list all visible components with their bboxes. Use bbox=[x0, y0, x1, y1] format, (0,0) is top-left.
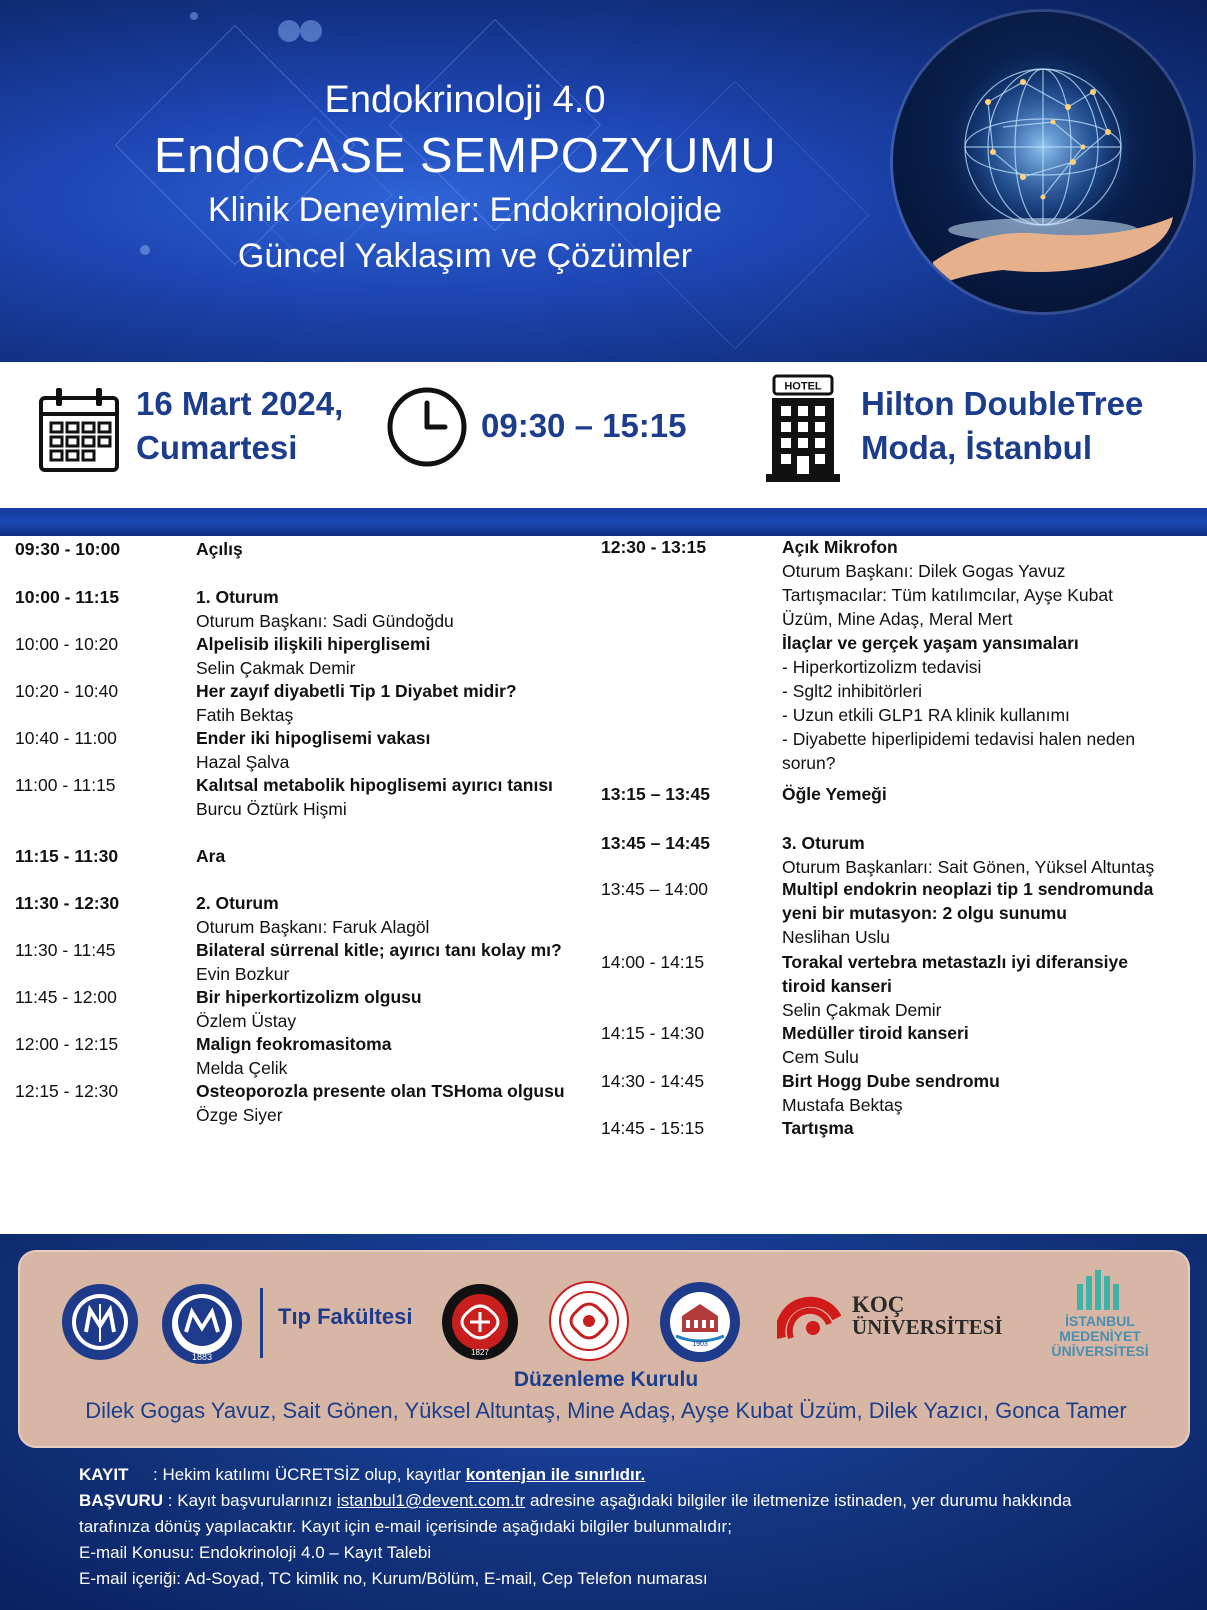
hotel-icon bbox=[764, 374, 842, 491]
session-title: Ara bbox=[196, 846, 226, 866]
session-speaker: Burcu Öztürk Hişmi bbox=[196, 799, 347, 819]
email-content-line: E-mail içeriği: Ad-Soyad, TC kimlik no, Kurum/Bölüm, E-mail, Cep Telefon numarası bbox=[79, 1569, 708, 1588]
koc-universitesi-logo bbox=[852, 1294, 1003, 1338]
session-details bbox=[196, 1079, 576, 1127]
decor-dot bbox=[278, 20, 300, 42]
kayit-label: KAYIT bbox=[79, 1465, 129, 1484]
session-time: 14:30 - 14:45 bbox=[601, 1071, 705, 1091]
session-time: 10:20 - 10:40 bbox=[15, 681, 119, 701]
session-time: 14:00 - 14:15 bbox=[601, 952, 705, 972]
session-speaker: Cem Sulu bbox=[782, 1047, 859, 1067]
session-time: 12:00 - 12:15 bbox=[15, 1034, 119, 1054]
event-subtitle-line1: Klinik Deneyimler: Endokrinolojide bbox=[207, 191, 723, 229]
session-time: 11:45 - 12:00 bbox=[15, 987, 117, 1007]
session-speaker: Hazal Şalva bbox=[196, 752, 290, 772]
session-details bbox=[782, 877, 1182, 949]
registration-email-link[interactable]: istanbul1@devent.com.tr bbox=[336, 1491, 526, 1510]
session-speaker: Fatih Bektaş bbox=[196, 705, 294, 725]
session-time: 12:30 - 13:15 bbox=[601, 537, 707, 557]
info-bar bbox=[0, 362, 1207, 508]
session-time: 10:40 - 11:00 bbox=[15, 728, 117, 748]
footer bbox=[0, 1234, 1207, 1610]
session-title: 3. Oturum bbox=[782, 833, 865, 853]
session-title: Açık Mikrofon bbox=[782, 537, 898, 557]
saglik-bilimleri-universitesi-logo bbox=[658, 1280, 742, 1369]
session-details bbox=[782, 831, 1182, 879]
event-subtitle-line2: Güncel Yaklaşım ve Çözümler bbox=[237, 237, 693, 275]
session-time: 13:45 – 14:00 bbox=[601, 879, 709, 899]
session-time: 14:45 - 15:15 bbox=[601, 1118, 705, 1138]
registration-line bbox=[79, 1462, 1189, 1488]
event-title: EndoCASE SEMPOZYUMU bbox=[153, 129, 777, 183]
session-speaker: Oturum Başkanı: Dilek Gogas Yavuz bbox=[782, 561, 1066, 581]
session-title: Kalıtsal metabolik hipoglisemi ayırıcı tanısı bbox=[196, 775, 553, 795]
decor-dot bbox=[300, 20, 322, 42]
committee-title: Düzenleme Kurulu bbox=[513, 1368, 699, 1391]
session-title: Malign feokromasitoma bbox=[196, 1034, 392, 1054]
session-speaker: Oturum Başkanları: Sait Gönen, Yüksel Altuntaş bbox=[782, 857, 1155, 877]
session-time: 11:15 - 11:30 bbox=[15, 846, 119, 866]
session-time: 13:45 – 14:45 bbox=[601, 833, 710, 853]
session-time: 13:15 – 13:45 bbox=[601, 784, 710, 804]
session-details bbox=[196, 537, 576, 561]
session-speaker: Evin Bozkur bbox=[196, 964, 290, 984]
session-speaker: Selin Çakmak Demir bbox=[782, 1000, 942, 1020]
session-speaker: Özge Siyer bbox=[196, 1105, 283, 1125]
session-time: 11:00 - 11:15 bbox=[15, 775, 116, 795]
medeniyet-line1: İSTANBUL MEDENİYET bbox=[1059, 1313, 1141, 1344]
session-details bbox=[782, 1069, 1182, 1117]
session-speaker: - Sglt2 inhibitörleri bbox=[782, 681, 923, 701]
session-speaker: - Uzun etkili GLP1 RA klinik kullanımı bbox=[782, 705, 1070, 725]
koc-universitesi-emblem-icon bbox=[777, 1288, 841, 1345]
kayit-emphasis: kontenjan ile sınırlıdır. bbox=[465, 1465, 646, 1484]
session-title: Osteoporozla presente olan TSHoma olgusu bbox=[196, 1081, 565, 1101]
cerrahpasa-tip-fakultesi-logo bbox=[440, 1282, 520, 1367]
session-title: Ender iki hipoglisemi vakası bbox=[196, 728, 431, 748]
session-time: 10:00 - 11:15 bbox=[15, 587, 120, 607]
session-details bbox=[196, 938, 576, 986]
session-speaker: Oturum Başkanı: Sadi Gündoğdu bbox=[196, 611, 454, 631]
session-speaker: - Hiperkortizolizm tedavisi bbox=[782, 657, 982, 677]
session-details bbox=[196, 891, 576, 939]
venue-location: Moda, İstanbul bbox=[861, 429, 1092, 466]
event-date-line1: 16 Mart 2024, bbox=[136, 385, 344, 422]
registration-info bbox=[79, 1462, 1189, 1592]
session-details bbox=[782, 782, 1182, 806]
session-speaker: Selin Çakmak Demir bbox=[196, 658, 356, 678]
session-speaker: Özlem Üstay bbox=[196, 1011, 297, 1031]
organizers-panel bbox=[18, 1250, 1190, 1448]
event-weekday: Cumartesi bbox=[136, 429, 298, 466]
basvuru-text-continued: adresine aşağıdaki bilgiler ile iletmenize istinaden, yer durumu hakkında bbox=[525, 1491, 1072, 1510]
session-time: 09:30 - 10:00 bbox=[15, 539, 121, 559]
session-title: İlaçlar ve gerçek yaşam yansımaları bbox=[782, 633, 1079, 653]
marmara-year: 1883 bbox=[191, 1352, 213, 1362]
session-title: tiroid kanseri bbox=[782, 976, 892, 996]
session-speaker: - Diyabette hiperlipidemi tedavisi halen neden bbox=[782, 729, 1136, 749]
session-speaker: Neslihan Uslu bbox=[782, 927, 890, 947]
event-title-block bbox=[110, 75, 820, 279]
session-details bbox=[782, 950, 1182, 1022]
session-speaker: sorun? bbox=[782, 753, 836, 773]
session-details bbox=[196, 726, 576, 774]
session-title: Alpelisib ilişkili hiperglisemi bbox=[196, 634, 431, 654]
event-venue bbox=[861, 382, 1143, 470]
email-subject-line: E-mail Konusu: Endokrinoloji 4.0 – Kayıt Talebi bbox=[79, 1543, 432, 1562]
session-details bbox=[196, 679, 576, 727]
istanbul-universitesi-tip-fakultesi-logo bbox=[548, 1280, 630, 1367]
venue-name: Hilton DoubleTree bbox=[861, 385, 1144, 422]
istanbul-medeniyet-universitesi-logo bbox=[1025, 1314, 1175, 1359]
session-title: yeni bir mutasyon: 2 olgu sunumu bbox=[782, 903, 1067, 923]
session-title: Birt Hogg Dube sendromu bbox=[782, 1071, 1000, 1091]
calendar-icon bbox=[38, 386, 120, 479]
session-title: Bir hiperkortizolizm olgusu bbox=[196, 987, 422, 1007]
session-speaker: Mustafa Bektaş bbox=[782, 1095, 903, 1115]
event-date bbox=[136, 382, 343, 470]
committee-members: Dilek Gogas Yavuz, Sait Gönen, Yüksel Altuntaş, Mine Adaş, Ayşe Kubat Üzüm, Dilek Yazıcı, Gonca Tamer bbox=[85, 1398, 1127, 1423]
session-details bbox=[196, 585, 576, 633]
basvuru-text: : Kayıt başvurularınızı bbox=[163, 1491, 337, 1510]
session-title: Tartışma bbox=[782, 1118, 854, 1138]
session-details bbox=[782, 1021, 1182, 1069]
application-line-2: tarafınıza dönüş yapılacaktır. Kayıt için e-mail içerisinde aşağıdaki bilgiler bulunmalıdır; bbox=[79, 1517, 732, 1536]
clock-icon bbox=[385, 385, 469, 474]
divider-strip bbox=[0, 508, 1207, 536]
session-title: 2. Oturum bbox=[196, 893, 279, 913]
session-time: 14:15 - 14:30 bbox=[601, 1023, 705, 1043]
session-details bbox=[782, 1116, 1182, 1140]
session-details bbox=[782, 535, 1182, 775]
session-details bbox=[196, 1032, 576, 1080]
cerrahpasa-year: 1827 bbox=[471, 1348, 489, 1357]
tip-fakultesi-label: Tıp Fakültesi bbox=[278, 1304, 413, 1329]
hotel-sign-label: HOTEL bbox=[784, 380, 822, 393]
koc-name: KOÇ bbox=[852, 1292, 905, 1317]
session-time: 10:00 - 10:20 bbox=[15, 634, 119, 654]
decor-dot bbox=[190, 12, 198, 20]
program-schedule bbox=[0, 536, 1207, 1234]
session-title: Açılış bbox=[196, 539, 243, 559]
event-time: 09:30 – 15:15 bbox=[481, 407, 687, 444]
session-title: Bilateral sürrenal kitle; ayırıcı tanı kolay mı? bbox=[196, 940, 562, 960]
session-details bbox=[196, 844, 576, 868]
event-series: Endokrinoloji 4.0 bbox=[324, 79, 606, 121]
session-time: 11:30 - 11:45 bbox=[15, 940, 116, 960]
kayit-text: : Hekim katılımı ÜCRETSİZ olup, kayıtlar bbox=[153, 1465, 466, 1484]
marmara-universitesi-logo bbox=[160, 1282, 244, 1371]
marmara-ic-hastaliklari-dernegi-logo bbox=[60, 1282, 140, 1367]
medeniyet-line2: ÜNİVERSİTESİ bbox=[1051, 1343, 1149, 1359]
saglik-year: 1903 bbox=[692, 1341, 708, 1348]
session-title: Öğle Yemeği bbox=[782, 784, 887, 804]
session-title: Torakal vertebra metastazlı iyi diferansiye bbox=[782, 952, 1128, 972]
logo-divider bbox=[260, 1288, 263, 1358]
session-speaker: Oturum Başkanı: Faruk Alagöl bbox=[196, 917, 430, 937]
session-title: Medüller tiroid kanseri bbox=[782, 1023, 969, 1043]
session-details bbox=[196, 632, 576, 680]
session-title: Her zayıf diyabetli Tip 1 Diyabet midir? bbox=[196, 681, 517, 701]
session-time: 12:15 - 12:30 bbox=[15, 1081, 119, 1101]
session-details bbox=[196, 985, 576, 1033]
session-title: Multipl endokrin neoplazi tip 1 sendromunda bbox=[782, 879, 1154, 899]
session-speaker: Melda Çelik bbox=[196, 1058, 288, 1078]
application-line bbox=[79, 1488, 1189, 1514]
koc-university: ÜNİVERSİTESİ bbox=[852, 1315, 1003, 1339]
header-banner bbox=[0, 0, 1207, 362]
globe-in-hand-image bbox=[893, 12, 1193, 312]
session-speaker: Üzüm, Mine Adaş, Meral Mert bbox=[782, 609, 1013, 629]
medeniyet-emblem-icon bbox=[1075, 1270, 1125, 1315]
session-title: 1. Oturum bbox=[196, 587, 279, 607]
session-details bbox=[196, 773, 576, 821]
session-time: 11:30 - 12:30 bbox=[15, 893, 120, 913]
basvuru-label: BAŞVURU bbox=[79, 1491, 164, 1510]
session-speaker: Tartışmacılar: Tüm katılımcılar, Ayşe Kubat bbox=[782, 585, 1113, 605]
